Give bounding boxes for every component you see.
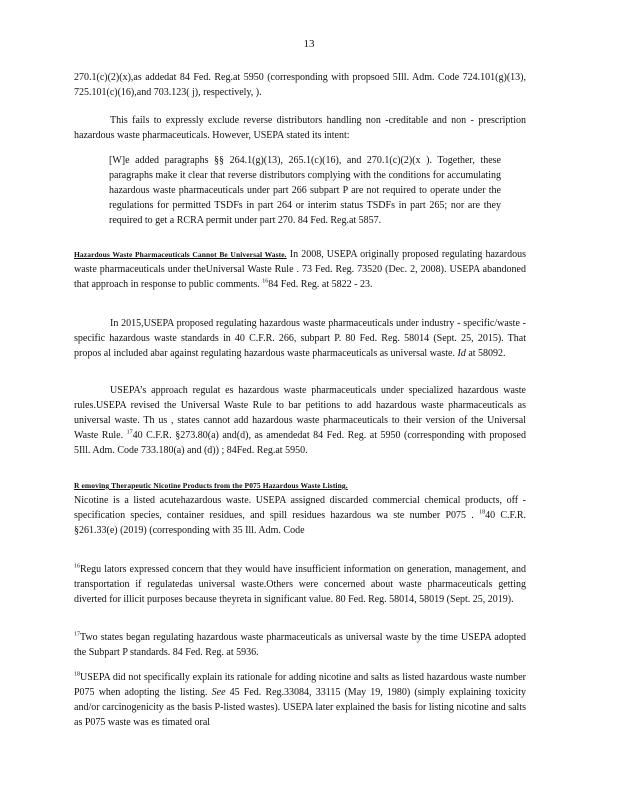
paragraph-usepa-approach (74, 383, 526, 458)
footnote-number-16: 16 (74, 563, 80, 570)
footnote-16-text: Regu lators expressed concern that they would have insufficient information on generation, management, and transportation if regulatedas universal waste.Others were concerned about waste pharmaceuticals getting diverted for illicit purposes because theyreta in significant value. 80 Fed. Reg. 58014, 58019 (Sept. 25, 2019). (74, 564, 526, 605)
page-number: 13 (303, 38, 315, 50)
section-heading-nicotine: R emoving Therapeutic Nicotine Products from the P075 Hazardous Waste Listing. (74, 481, 348, 490)
id-citation: Id (457, 348, 466, 359)
footnote-17-text: Two states began regulating hazardous waste pharmaceuticals as universal waste by the time USEPA adopted the Subpart P standards. 84 Fed. Reg. at 5936. (74, 632, 526, 658)
section-heading-universal-waste: Hazardous Waste Pharmaceuticals Cannot Be Universal Waste. (74, 250, 287, 259)
paragraph-universal-waste-cite: 84 Fed. Reg. at 5822 - 23. (268, 279, 373, 290)
paragraph-continuation: 270.1(c)(2)(x),as addedat 84 Fed. Reg.at 5950 (corresponding with propsoed 5Ill. Adm. Code 724.101(g)(13), 725.101(c)(16),and 703.123( j), respectively, ). (74, 72, 526, 98)
paragraph-usepa-approach-cite: 40 C.F.R. §273.80(a) and(d), as amendedat 84 Fed. Reg. at 5950 (corresponding with proposed 5Ill. Adm. Code 733.180(a) and (d)) ; 84Fed. Reg.at 5950. (74, 430, 526, 456)
footnote-18-text-a: USEPA did not specifically explain its rationale for adding nicotine and salts as listed hazardous waste number P075 when adopting the listing. (74, 672, 526, 698)
paragraph-nicotine-cite: 40 C.F.R. §261.33(e) (2019) (corresponding with 35 Ill. Adm. Code (74, 510, 526, 536)
paragraph-universal-waste (74, 247, 526, 292)
footnote-number-18: 18 (74, 671, 80, 678)
paragraph-universal-waste-text: In 2008, USEPA originally proposed regulating hazardous waste pharmaceuticals under theUniversal Waste Rule . 73 Fed. Reg. 73520 (Dec. 2, 2008). USEPA abandoned that approach in response to public comments. (74, 249, 527, 290)
see-signal: See (211, 687, 226, 698)
footnote-16 (74, 562, 526, 607)
footnote-ref-18: 18 (479, 509, 486, 516)
footnote-18-text-b: 45 Fed. Reg.33084, 33115 (May 19, 1980) (simply explaining toxicity and/or carcinogenicity as the basis P-listed wastes). USEPA later explained the basis for listing nicotine and salts as P075 waste was es timated oral (74, 687, 526, 728)
paragraph-reverse-distributors: This fails to expressly exclude reverse distributors handling non -creditable and non - prescription hazardous waste pharmaceuticals. However, USEPA stated its intent: (74, 115, 526, 141)
paragraph-nicotine (74, 478, 526, 538)
paragraph-2015-proposal-cite: at 58092. (465, 348, 506, 359)
footnote-number-17: 17 (74, 631, 80, 638)
footnote-ref-17: 17 (126, 429, 133, 436)
footnote-18 (74, 670, 526, 730)
paragraph-2015-proposal-text: In 2015,USEPA proposed regulating hazardous waste pharmaceuticals under industry - specific/waste -specific hazardous waste standards in 40 C.F.R. 266, subpart P. 80 Fed. Reg. 58014 (Sept. 25, 2015). That propos al included abar against regulating hazardous waste pharmaceuticals as universal waste. (74, 318, 526, 359)
paragraph-nicotine-text: Nicotine is a listed acutehazardous waste. USEPA assigned discarded commercial chemical products, off -specification species, container residues, and spill residues hazardous wa ste number P075 . (74, 495, 526, 521)
paragraph-2015-proposal (74, 316, 526, 361)
block-quote: [W]e added paragraphs §§ 264.1(g)(13), 265.1(c)(16), and 270.1(c)(2)(x ). Together, these paragraphs make it clear that reverse distributors complying with the conditions for accumulating hazardous waste pharmaceuticals under part 266 subpart P are not required to operate under the regulations for permitted TSDFs in part 264 or interim status TSDFs in part 265; nor are they required to get a RCRA permit under part 270. 84 Fed. Reg.at 5857. (109, 155, 501, 226)
paragraph-usepa-approach-text: USEPA’s approach regulat es hazardous waste pharmaceuticals under specialized hazardous waste rules.USEPA revised the Universal Waste Rule to bar petitions to add hazardous waste pharmaceuticals as universal waste. Th us , states cannot add hazardous waste pharmaceuticals to their version of the Universal Waste Rule. (74, 385, 526, 441)
footnote-17 (74, 630, 526, 660)
footnote-ref-16: 16 (262, 278, 269, 285)
